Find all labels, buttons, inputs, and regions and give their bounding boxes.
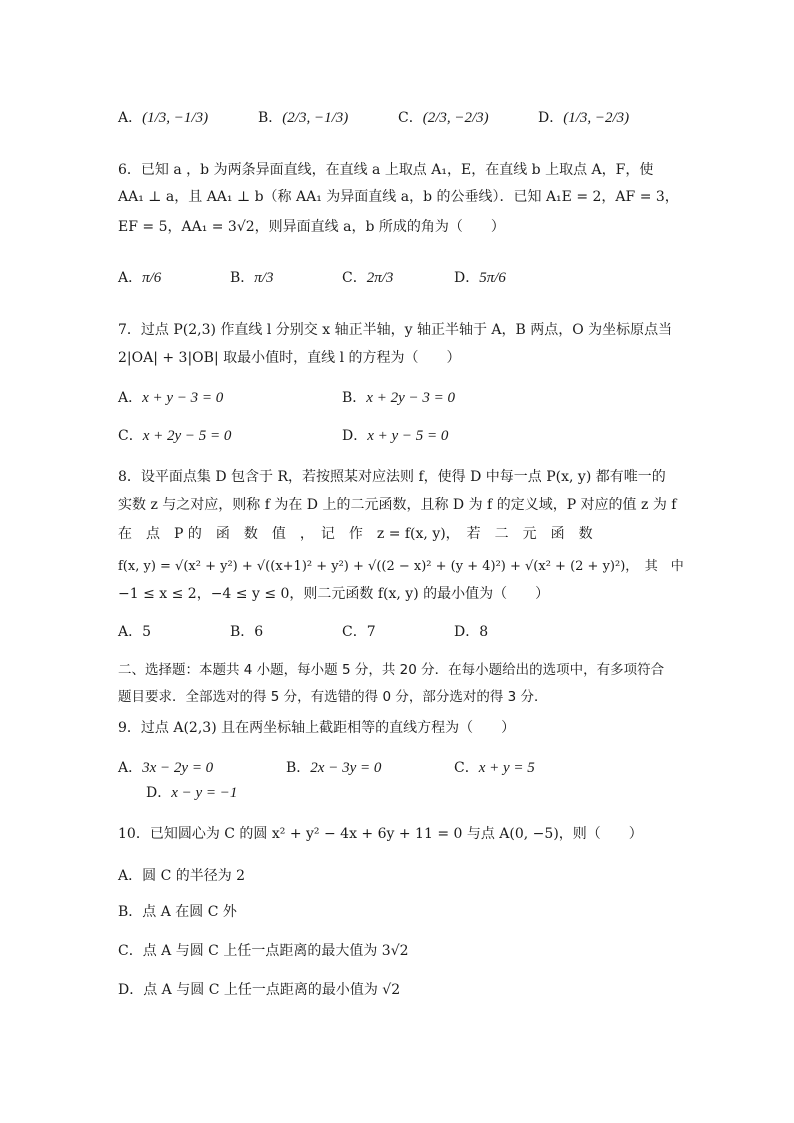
q9-option-d bbox=[146, 783, 237, 803]
option-label: D． bbox=[342, 428, 368, 444]
q7-option-c bbox=[118, 426, 231, 446]
q8-option-b bbox=[230, 622, 263, 642]
q10-option-b bbox=[118, 902, 237, 922]
option-label: A． bbox=[118, 390, 143, 406]
q8-stem-line-4: f(x, y) = √(x² + y²) + √((x+1)² + y²) + √((2 − x)² + (y + 4)²) + √(x² + (2 + y)²)， 其 中 bbox=[118, 559, 684, 574]
option-value: x + 2y − 5 = 0 bbox=[142, 428, 232, 444]
option-value: 8 bbox=[479, 624, 489, 640]
option-label: B． bbox=[286, 760, 311, 776]
q10-stem: 10．已知圆心为 C 的圆 x² + y² − 4x + 6y + 11 = 0 与点 A(0, −5)，则（ ） bbox=[118, 826, 643, 842]
option-label: B． bbox=[258, 110, 283, 126]
option-value: 点 A 与圆 C 上任一点距离的最大值为 3√2 bbox=[142, 943, 409, 959]
option-label: B． bbox=[118, 904, 143, 920]
option-label: D． bbox=[454, 270, 480, 286]
q7-stem-line-2: 2|OA| + 3|OB| 取最小值时，直线 l 的方程为（ ） bbox=[118, 350, 461, 366]
q10-option-c bbox=[118, 941, 409, 961]
option-value: 点 A 在圆 C 外 bbox=[142, 904, 237, 920]
q6-stem-line-3: EF = 5，AA₁ = 3√2，则异面直线 a，b 所成的角为（ ） bbox=[118, 219, 505, 235]
q10-option-d bbox=[118, 980, 400, 1000]
option-label: B． bbox=[342, 390, 367, 406]
option-value: 2π/3 bbox=[366, 270, 394, 286]
option-label: C． bbox=[118, 428, 143, 444]
option-label: A． bbox=[118, 110, 143, 126]
option-label: C． bbox=[398, 110, 423, 126]
section-2-heading-line-2: 题目要求．全部选对的得 5 分，有选错的得 0 分，部分选对的得 3 分． bbox=[118, 689, 548, 705]
option-value: 圆 C 的半径为 2 bbox=[142, 868, 246, 884]
option-value: 3x − 2y = 0 bbox=[142, 760, 214, 776]
option-value: π/3 bbox=[254, 270, 274, 286]
q8-stem-line-1: 8．设平面点集 D 包含于 R，若按照某对应法则 f，使得 D 中每一点 P(x, y) 都有唯一的 bbox=[118, 469, 666, 485]
option-label: C． bbox=[454, 760, 479, 776]
option-label: C． bbox=[342, 624, 367, 640]
q8-option-a bbox=[118, 622, 151, 642]
q6-stem-line-2: AA₁ ⊥ a，且 AA₁ ⊥ b（称 AA₁ 为异面直线 a，b 的公垂线）．已知 A₁E = 2，AF = 3， bbox=[118, 189, 679, 205]
option-value: (1/3, −2/3) bbox=[563, 110, 630, 126]
q8-stem-line-3: 在 点 P 的 函 数 值 ， 记 作 z = f(x, y)， 若 二 元 函 数 bbox=[118, 526, 593, 542]
q5-option-a bbox=[118, 108, 208, 128]
option-label: B． bbox=[230, 270, 255, 286]
q7-option-b bbox=[342, 388, 455, 408]
q8-stem-line-2: 实数 z 与之对应，则称 f 为在 D 上的二元函数，且称 D 为 f 的定义域，P 对应的值 z 为 f bbox=[118, 497, 677, 513]
q6-option-c bbox=[342, 268, 393, 288]
q6-option-a bbox=[118, 268, 161, 288]
q9-option-b bbox=[286, 758, 381, 778]
option-value: 7 bbox=[366, 624, 376, 640]
q9-stem: 9．过点 A(2,3) 且在两坐标轴上截距相等的直线方程为（ ） bbox=[118, 720, 516, 736]
option-value: 点 A 与圆 C 上任一点距离的最小值为 √2 bbox=[143, 982, 401, 998]
q5-option-b bbox=[258, 108, 348, 128]
option-label: D． bbox=[454, 624, 480, 640]
q5-option-c bbox=[398, 108, 489, 128]
section-2-heading-line-1: 二、选择题：本题共 4 小题，每小题 5 分，共 20 分．在每小题给出的选项中，有多项符合 bbox=[118, 662, 665, 678]
option-label: C． bbox=[118, 943, 143, 959]
q6-stem-line-1: 6．已知 a ，b 为两条异面直线，在直线 a 上取点 A₁，E，在直线 b 上取点 A，F，使 bbox=[118, 162, 654, 178]
option-value: x + 2y − 3 = 0 bbox=[366, 390, 455, 406]
q5-option-d bbox=[538, 108, 629, 128]
q8-option-d bbox=[454, 622, 488, 642]
q6-option-d bbox=[454, 268, 506, 288]
q9-option-c bbox=[454, 758, 535, 778]
option-label: A． bbox=[118, 760, 143, 776]
option-label: A． bbox=[118, 270, 143, 286]
option-value: (1/3, −1/3) bbox=[142, 110, 209, 126]
option-value: 6 bbox=[254, 624, 264, 640]
q10-option-a bbox=[118, 866, 245, 886]
option-label: D． bbox=[538, 110, 564, 126]
option-value: π/6 bbox=[142, 270, 162, 286]
option-label: C． bbox=[342, 270, 367, 286]
option-value: x + y − 3 = 0 bbox=[142, 390, 224, 406]
option-value: x − y = −1 bbox=[171, 785, 238, 801]
q9-option-a bbox=[118, 758, 213, 778]
option-value: x + y = 5 bbox=[478, 760, 535, 776]
option-value: 2x − 3y = 0 bbox=[310, 760, 382, 776]
option-value: (2/3, −2/3) bbox=[422, 110, 489, 126]
option-value: 5 bbox=[142, 624, 152, 640]
option-label: D． bbox=[118, 982, 144, 998]
option-value: (2/3, −1/3) bbox=[282, 110, 349, 126]
q7-stem-line-1: 7．过点 P(2,3) 作直线 l 分别交 x 轴正半轴，y 轴正半轴于 A，B 两点，O 为坐标原点当 bbox=[118, 322, 673, 338]
option-label: B． bbox=[230, 624, 255, 640]
option-value: 5π/6 bbox=[479, 270, 506, 286]
option-label: A． bbox=[118, 868, 143, 884]
option-label: A． bbox=[118, 624, 143, 640]
option-label: D． bbox=[146, 785, 172, 801]
q7-option-d bbox=[342, 426, 448, 446]
q8-stem-line-5: −1 ≤ x ≤ 2，−4 ≤ y ≤ 0，则二元函数 f(x, y) 的最小值为（ ） bbox=[118, 586, 550, 602]
option-value: x + y − 5 = 0 bbox=[367, 428, 449, 444]
q7-option-a bbox=[118, 388, 223, 408]
q6-option-b bbox=[230, 268, 273, 288]
q8-option-c bbox=[342, 622, 376, 642]
